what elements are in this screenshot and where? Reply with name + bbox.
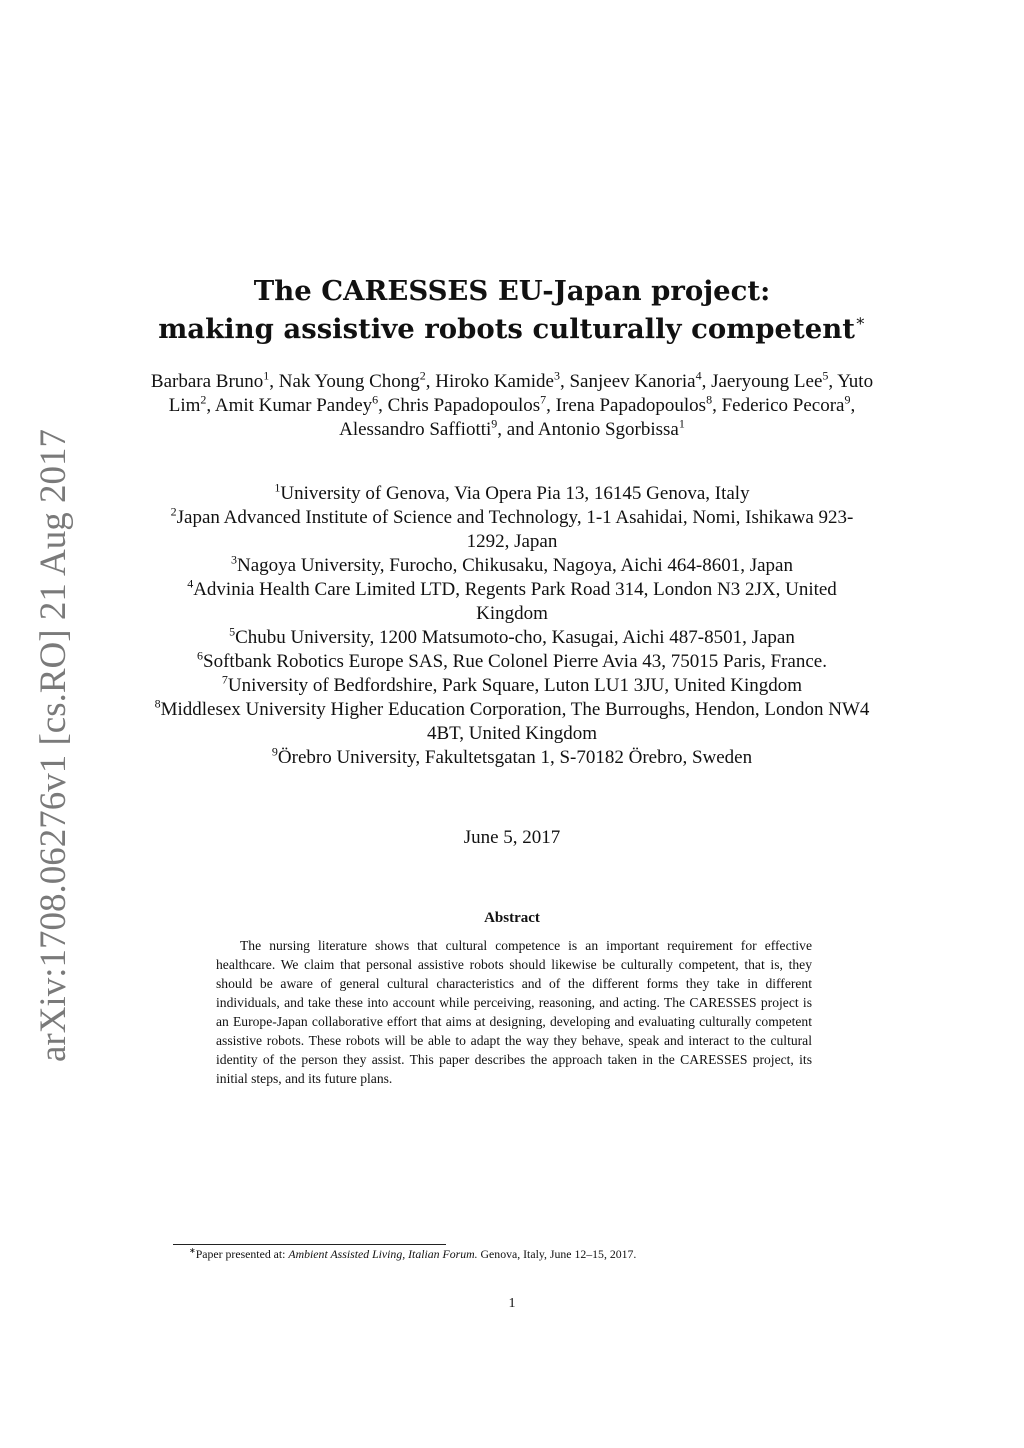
author-affiliation-number: 7 [540, 392, 547, 407]
footnote [173, 1246, 873, 1262]
author-name: Irena Papadopoulos [555, 395, 707, 416]
author [150, 368, 270, 392]
paper-date: June 5, 2017 [463, 827, 561, 848]
author [506, 416, 685, 440]
arxiv-id: arXiv:1708.06276v1 [cs.RO] 21 Aug 2017 [33, 428, 75, 1062]
footnote-prefix: Paper presented at: [195, 1247, 289, 1261]
author [721, 392, 851, 416]
affiliation [150, 626, 874, 650]
affiliation-text: University of Genova, Via Opera Pia 13, 16145 Genova, Italy [280, 483, 750, 504]
author [435, 368, 560, 392]
affiliation-text: Nagoya University, Furocho, Chikusaku, Nagoya, Aichi 464-8601, Japan [236, 555, 793, 576]
author-affiliation-number: 5 [822, 368, 829, 383]
author-affiliation-number: 8 [706, 392, 713, 407]
author-name: Hiroko Kamide [435, 371, 554, 392]
abstract-text: The nursing literature shows that cultural competence is an important requirement for effective healthcare. We claim that personal assistive robots should likewise be culturally competent, that is, they should be aware of general cultural characteristics and of the different forms they take in different individuals, and take these into account while perceiving, reasoning, and acting. The CARESSES project is an Europe-Japan collaborative effort that aims at designing, developing and evaluating culturally competent assistive robots. These robots will be able to adapt the way they behave, speak and interact to the cultural identity of the person they assist. This paper describes the approach taken in the CARESSES project, its initial steps, and its future plans. [216, 938, 812, 1086]
title-line-2: making assistive robots culturally competent∗ [158, 311, 866, 345]
affiliation [150, 650, 874, 674]
affiliation [150, 674, 874, 698]
footnote-mark: ∗ [189, 1246, 196, 1256]
affiliation-number: 2 [170, 504, 177, 519]
author-name: Amit Kumar Pandey [214, 395, 373, 416]
author-affiliation-number: 9 [491, 416, 498, 431]
author-name: Federico Pecora [721, 395, 845, 416]
affiliation-list [150, 482, 874, 770]
author [339, 416, 498, 440]
affiliation-number: 4 [187, 576, 194, 591]
affiliation [150, 698, 874, 746]
footnote-venue: Ambient Assisted Living, Italian Forum. [288, 1247, 478, 1261]
author-name: Nak Young Chong [278, 371, 420, 392]
footnote-rule [173, 1244, 446, 1245]
affiliation-text: University of Bedfordshire, Park Square, Luton LU1 3JU, United Kingdom [227, 675, 803, 696]
author [711, 368, 829, 392]
affiliation-text: Middlesex University Higher Education Corporation, The Burroughs, Hendon, London NW4 4BT, United Kingdom [160, 699, 870, 744]
affiliation-text: Softbank Robotics Europe SAS, Rue Colonel Pierre Avia 43, 75015 Paris, France. [203, 651, 827, 672]
affiliation [150, 482, 874, 506]
author-affiliation-number: 2 [200, 392, 207, 407]
author-affiliation-number: 6 [372, 392, 379, 407]
paper-title [120, 272, 904, 348]
affiliation-number: 1 [274, 480, 281, 495]
title-line-1: The CARESSES EU-Japan project: [253, 275, 771, 307]
title-footnote-mark: ∗ [854, 311, 866, 330]
affiliation [150, 746, 874, 770]
abstract-heading: Abstract [484, 910, 540, 926]
author-name: and Antonio Sgorbissa [506, 419, 679, 440]
affiliation-number: 6 [197, 648, 204, 663]
affiliation-number: 8 [154, 696, 161, 711]
author [387, 392, 547, 416]
author [214, 392, 379, 416]
affiliation [150, 578, 874, 626]
author [555, 392, 713, 416]
affiliation-number: 5 [229, 624, 236, 639]
footnote-suffix: Genova, Italy, June 12–15, 2017. [477, 1247, 637, 1261]
author [278, 368, 426, 392]
author-affiliation-number: 2 [419, 368, 426, 383]
affiliation-number: 9 [271, 744, 278, 759]
affiliation [150, 554, 874, 578]
author-name: Sanjeev Kanoria [569, 371, 696, 392]
author-affiliation-number: 1 [263, 368, 270, 383]
author-name: Yuto Lim [168, 371, 874, 416]
author-affiliation-number: 4 [695, 368, 702, 383]
author-list: Barbara Bruno$^1$, Nak Young Chong$^2$, Hiroko Kamide$^3$, Sanjeev Kanoria$^4$, Jaeryoung Lee$^5$, Yuto Lim$^2$, Amit Kumar Pandey$^6$, Chris Papadopoulos$^7$, Irena Papadopoulos$^8$, Federico Pecora$^9$, Alessandro Saffiotti$^9$, and Antonio Sgorbissa$^1$ [150, 368, 874, 440]
affiliation-number: 3 [230, 552, 237, 567]
author-affiliation-number: 3 [553, 368, 560, 383]
affiliation-text: Chubu University, 1200 Matsumoto-cho, Kasugai, Aichi 487-8501, Japan [235, 627, 795, 648]
page-number: 1 [508, 1296, 516, 1311]
affiliation-text: Advinia Health Care Limited LTD, Regents Park Road 314, London N3 2JX, United Kingdom [193, 579, 837, 624]
author-name: Jaeryoung Lee [711, 371, 823, 392]
arxiv-stamp [28, 428, 80, 1062]
affiliation-number: 7 [221, 672, 228, 687]
author [569, 368, 702, 392]
affiliation-text: Örebro University, Fakultetsgatan 1, S-70182 Örebro, Sweden [277, 747, 753, 768]
affiliation-text: Japan Advanced Institute of Science and Technology, 1-1 Asahidai, Nomi, Ishikawa 923-1292, Japan [176, 507, 854, 552]
author-name: Chris Papadopoulos [387, 395, 541, 416]
author-name: Barbara Bruno [150, 371, 264, 392]
affiliation [150, 506, 874, 554]
author-affiliation-number: 1 [678, 416, 685, 431]
author-affiliation-number: 9 [844, 392, 851, 407]
author-name: Alessandro Saffiotti [339, 419, 492, 440]
